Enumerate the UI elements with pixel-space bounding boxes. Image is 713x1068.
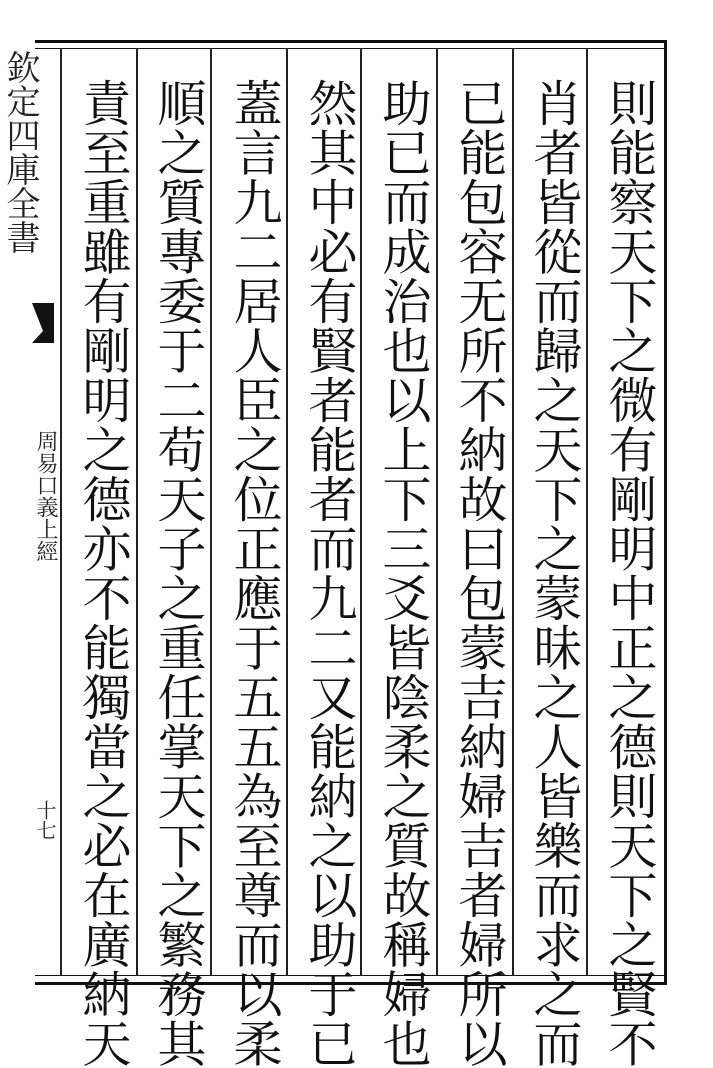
text-column: 肖者皆從而歸之天下之蒙昧之人皆樂而求之而 — [526, 78, 583, 1068]
text-column: 助已而成治也以上下三爻皆陰柔之質故稱婦也 — [375, 78, 432, 1068]
margin-collection-title: 欽定四庫全書 — [0, 50, 40, 254]
text-column: 順之質專委于二苟天子之重任掌天下之繁務其 — [150, 78, 207, 1068]
fish-tail-mark-icon — [32, 303, 54, 343]
column-rule — [136, 48, 138, 975]
column-rule — [60, 48, 62, 975]
column-rule — [436, 48, 438, 975]
text-column: 則能察天下之微有剛明中正之德則天下之賢不 — [601, 78, 658, 1068]
frame-inner-top-rule — [35, 48, 667, 49]
margin-page-number: 十七 — [33, 800, 57, 840]
text-column: 然其中必有賢者能者而九二又能納之以助于已 — [301, 78, 358, 1068]
text-column: 責至重雖有剛明之德亦不能獨當之必在廣納天 — [75, 78, 132, 1068]
text-column: 已能包容无所不納故曰包蒙吉納婦吉者婦所以 — [451, 78, 508, 1068]
column-rule — [512, 48, 514, 975]
margin-book-title: 周易口義上經 — [33, 430, 58, 562]
text-column: 蓋言九二居人臣之位正應于五五為至尊而以柔 — [226, 78, 283, 1068]
